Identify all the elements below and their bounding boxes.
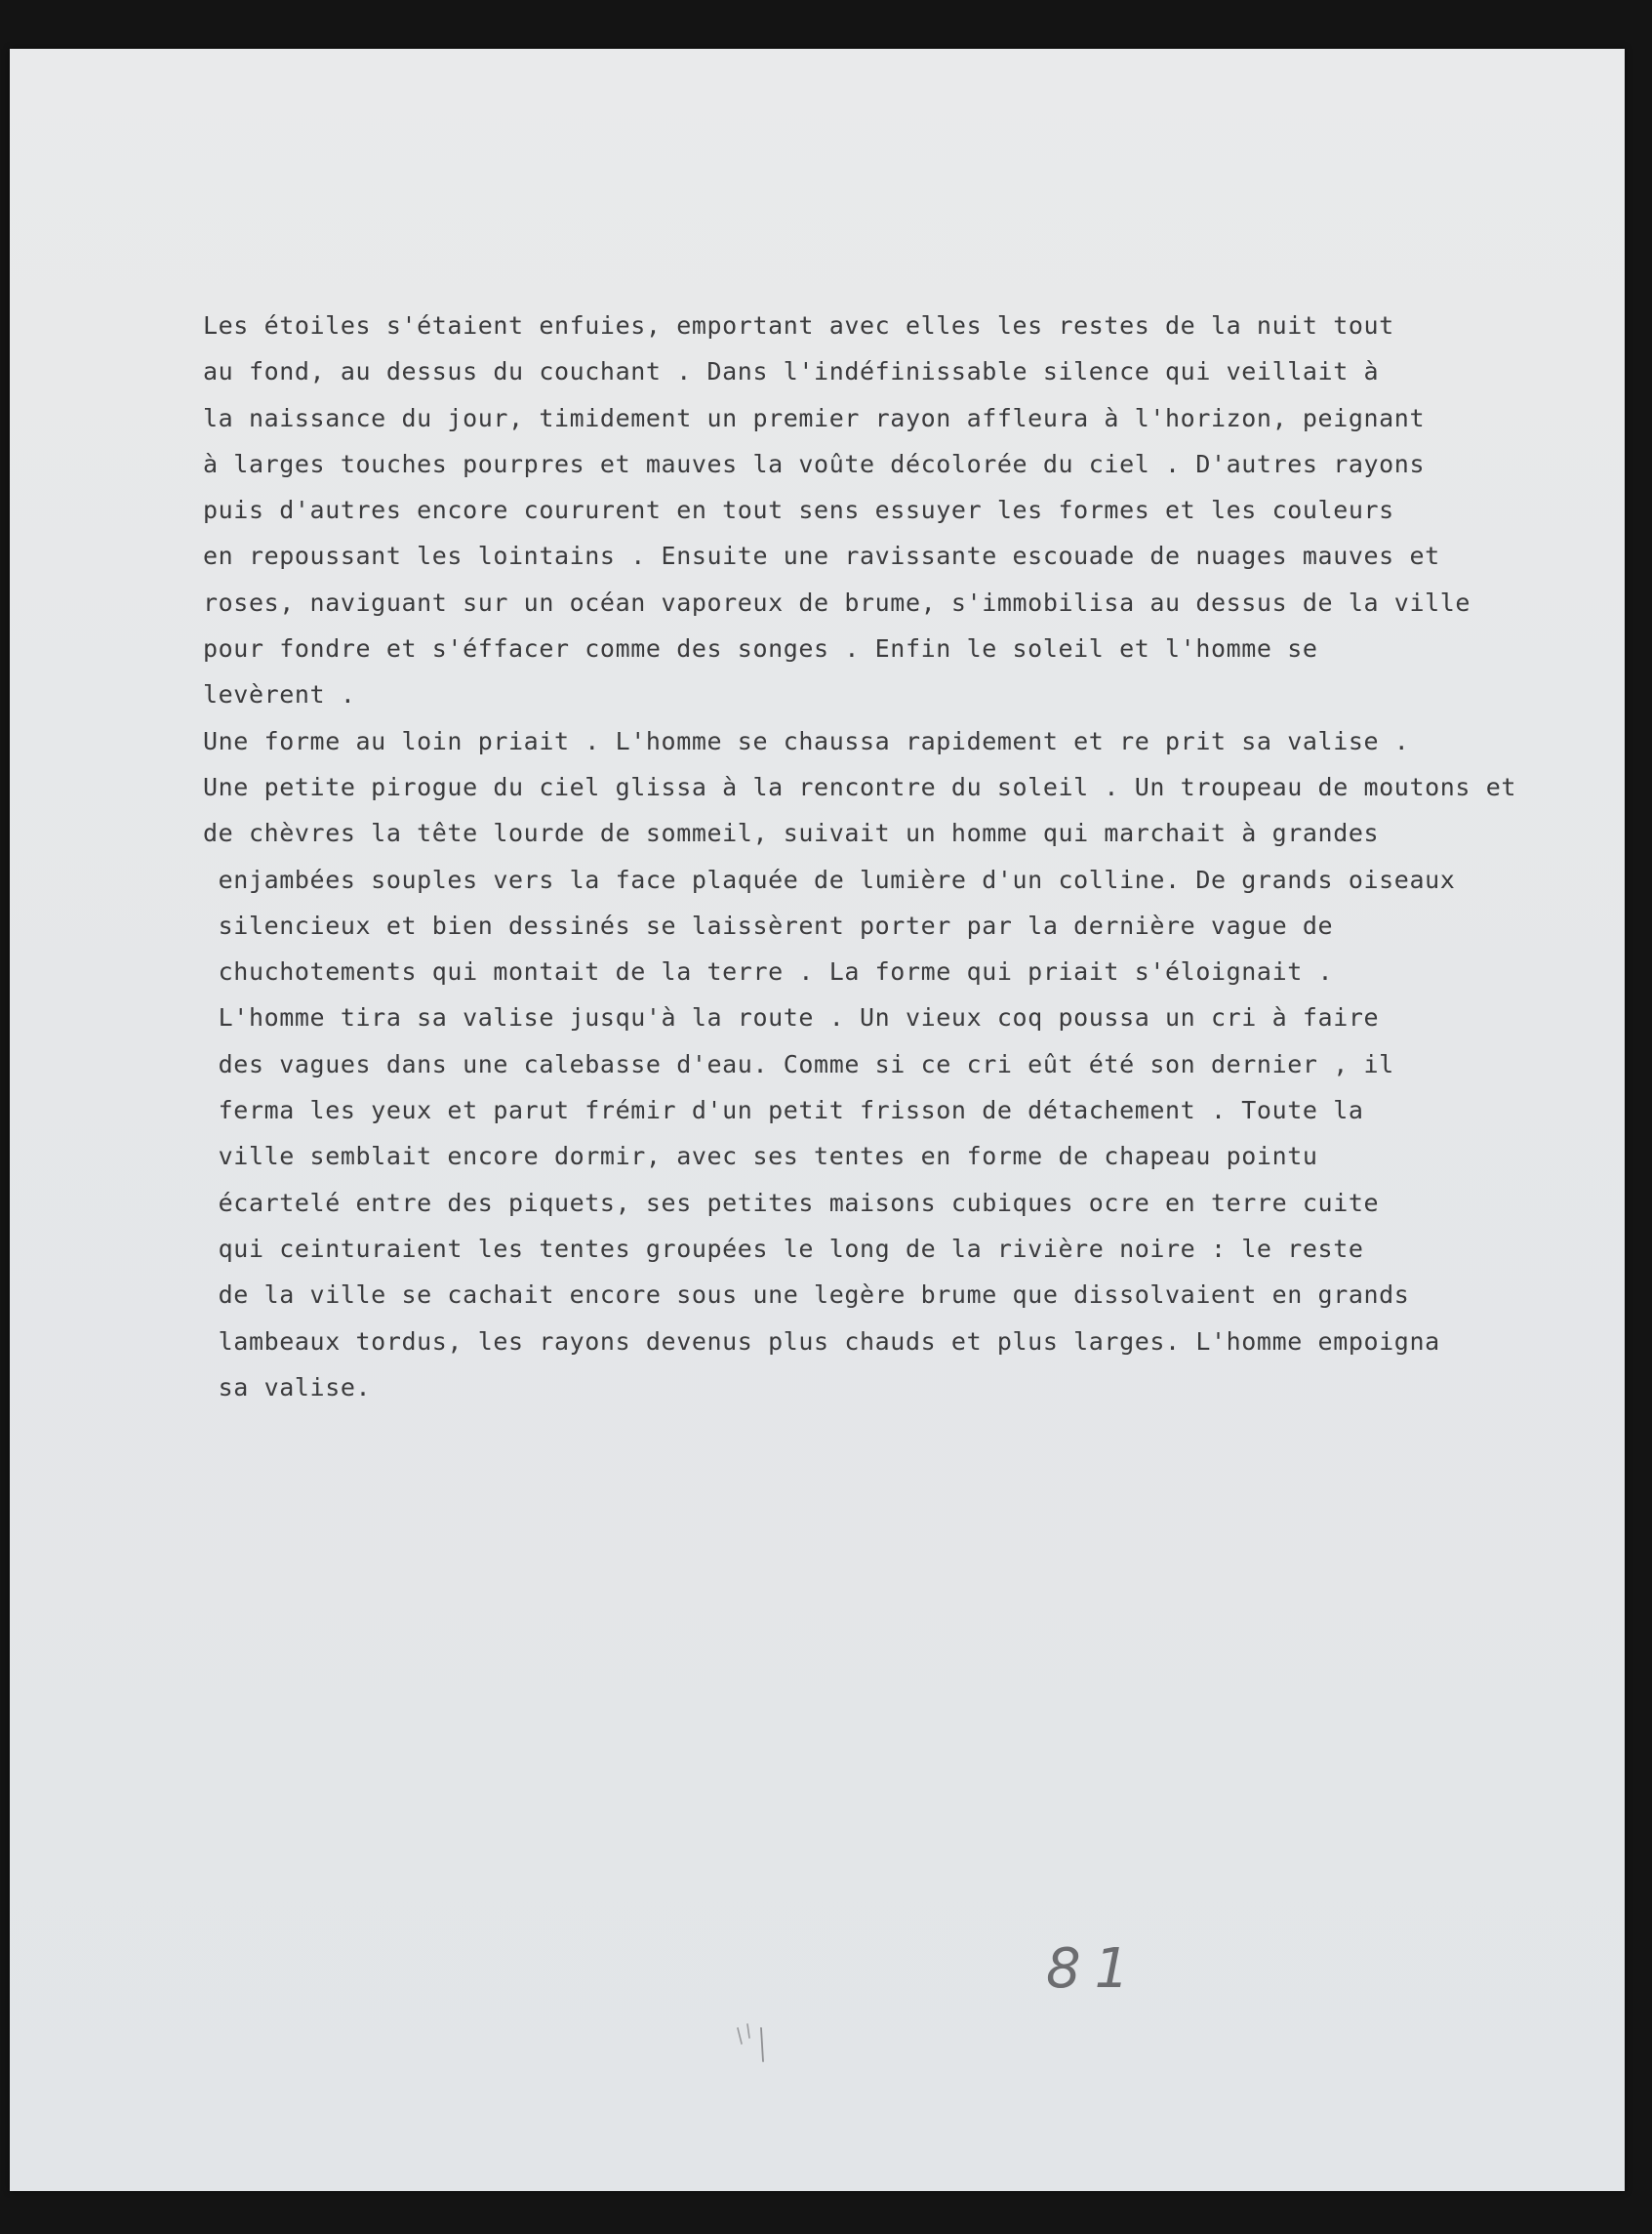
text-line: de la ville se cachait encore sous une legère brume que dissolvaient en grands	[203, 1280, 1410, 1310]
text-line: en repoussant les lointains . Ensuite une ravissante escouade de nuages mauves et	[203, 542, 1440, 571]
handwritten-page-number: 81	[1046, 1937, 1144, 2001]
text-line: roses, naviguant sur un océan vaporeux de brume, s'immobilisa au dessus de la ville	[203, 588, 1471, 617]
typed-text-block	[203, 303, 1598, 1410]
text-line: chuchotements qui montait de la terre . La forme qui priait s'éloignait .	[203, 957, 1334, 987]
text-line: la naissance du jour, timidement un premier rayon affleura à l'horizon, peignant	[203, 403, 1426, 432]
text-line: ferma les yeux et parut frémir d'un petit frisson de détachement . Toute la	[203, 1096, 1364, 1125]
text-line: des vagues dans une calebasse d'eau. Comme si ce cri eût été son dernier , il	[203, 1049, 1394, 1078]
text-line: lambeaux tordus, les rayons devenus plus chauds et plus larges. L'homme empoigna	[203, 1326, 1440, 1356]
text-line: L'homme tira sa valise jusqu'à la route . Un vieux coq poussa un cri à faire	[203, 1003, 1380, 1033]
text-line: levèrent .	[203, 680, 356, 710]
text-line: enjambées souples vers la face plaquée de lumière d'un colline. De grands oiseaux	[203, 865, 1456, 894]
text-line: au fond, au dessus du couchant . Dans l'indéfinissable silence qui veillait à	[203, 357, 1380, 386]
pencil-mark-icon	[732, 2011, 771, 2069]
text-line: écartelé entre des piquets, ses petites maisons cubiques ocre en terre cuite	[203, 1188, 1380, 1217]
text-line: silencieux et bien dessinés se laissèrent porter par la dernière vague de	[203, 911, 1334, 940]
text-line: de chèvres la tête lourde de sommeil, suivait un homme qui marchait à grandes	[203, 819, 1380, 848]
text-line: Une forme au loin priait . L'homme se chaussa rapidement et re prit sa valise .	[203, 726, 1410, 755]
paper-sheet	[10, 49, 1625, 2191]
text-line: qui ceinturaient les tentes groupées le long de la rivière noire : le reste	[203, 1234, 1364, 1263]
text-line: à larges touches pourpres et mauves la voûte décolorée du ciel . D'autres rayons	[203, 449, 1426, 478]
text-line: ville semblait encore dormir, avec ses tentes en forme de chapeau pointu	[203, 1142, 1318, 1171]
text-line: Les étoiles s'étaient enfuies, emportant avec elles les restes de la nuit tout	[203, 311, 1394, 340]
text-line: sa valise.	[203, 1372, 372, 1401]
text-line: pour fondre et s'éffacer comme des songes . Enfin le soleil et l'homme se	[203, 634, 1318, 664]
text-line: puis d'autres encore coururent en tout sens essuyer les formes et les couleurs	[203, 496, 1394, 525]
text-line: Une petite pirogue du ciel glissa à la rencontre du soleil . Un troupeau de moutons et	[203, 772, 1517, 801]
